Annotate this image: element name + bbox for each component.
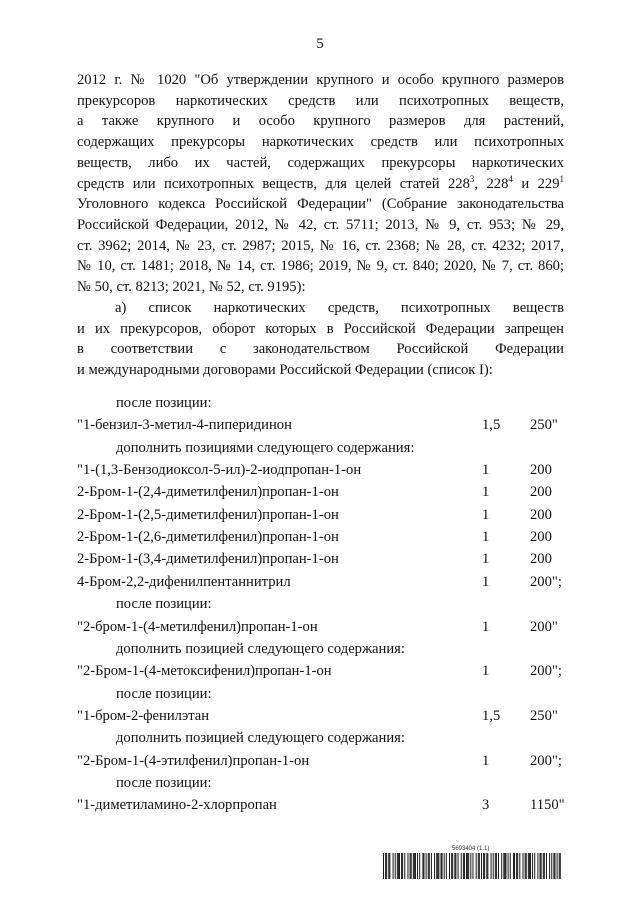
- barcode-bar: [436, 853, 437, 879]
- instruction-line: [0, 772, 640, 794]
- barcode-image: [383, 853, 563, 879]
- barcode-bar: [479, 853, 480, 879]
- barcode-bar: [389, 853, 390, 879]
- barcode-bar: [508, 853, 509, 879]
- text-line: № 10, ст. 1481; 2018, № 14, ст. 1986; 2019, № 9, ст. 840; 2020, № 7, ст. 860;: [77, 258, 564, 275]
- barcode-bar: [383, 853, 384, 879]
- barcode-bar: [478, 853, 479, 879]
- barcode-bar: [559, 853, 560, 879]
- especially-large-size-value: 1150": [530, 797, 565, 814]
- barcode-bar: [414, 853, 415, 879]
- barcode-bar: [437, 853, 438, 879]
- barcode-bar: [537, 853, 538, 879]
- barcode-bar: [534, 853, 535, 879]
- text-line-with-superscripts: средств или психотропных веществ, для целей статей $228^3$, $228^4$ и $229^1$: [77, 173, 564, 192]
- barcode-bar: [487, 853, 488, 879]
- barcode-bar: [496, 853, 497, 879]
- barcode-bar: [454, 853, 455, 879]
- instruction-line: [0, 392, 640, 414]
- barcode-bar: [501, 853, 502, 879]
- barcode-bar: [503, 853, 504, 879]
- barcode-bar: [463, 853, 464, 879]
- text-line: и их прекурсоров, оборот которых в Российской Федерации запрещен: [77, 320, 564, 337]
- substance-name: 2-Бром-1-(2,6-диметилфенил)пропан-1-он: [77, 529, 339, 546]
- instruction-text: дополнить позицией следующего содержания:: [116, 730, 405, 747]
- barcode-bar: [530, 853, 531, 879]
- intro-paragraph: [77, 70, 564, 298]
- barcode-bar: [438, 853, 439, 879]
- substance-name: 2-Бром-1-(2,5-диметилфенил)пропан-1-он: [77, 506, 339, 523]
- table-row: [0, 504, 640, 526]
- barcode-bar: [411, 853, 412, 879]
- barcode-bar: [458, 853, 459, 879]
- barcode-bar: [468, 853, 469, 879]
- barcode-bar: [525, 853, 526, 879]
- barcode-bar: [397, 853, 398, 879]
- large-size-value: 1: [482, 506, 490, 523]
- barcode-bar: [540, 853, 541, 879]
- table-row: [0, 616, 640, 638]
- large-size-value: 1: [482, 663, 490, 680]
- text-line: № 50, ст. 8213; 2021, № 52, ст. 9195):: [77, 279, 306, 296]
- substance-name: 2-Бром-1-(3,4-диметилфенил)пропан-1-он: [77, 551, 339, 568]
- substance-name: "1-бром-2-фенилэтан: [77, 707, 210, 724]
- barcode-bar: [466, 853, 467, 879]
- barcode-bar: [514, 853, 515, 879]
- barcode-bar: [404, 853, 405, 879]
- substance-name: 2-Бром-1-(2,4-диметилфенил)пропан-1-он: [77, 484, 339, 501]
- large-size-value: 1: [482, 573, 490, 590]
- barcode-bar: [529, 853, 530, 879]
- barcode-bar: [476, 853, 477, 879]
- substance-name: "2-Бром-1-(4-этилфенил)пропан-1-он: [77, 752, 310, 769]
- barcode-bar: [393, 853, 394, 879]
- barcode-bar: [498, 853, 499, 879]
- barcode-bar: [451, 853, 452, 879]
- instruction-line: [0, 727, 640, 749]
- especially-large-size-value: 250": [530, 707, 558, 724]
- especially-large-size-value: 200: [530, 462, 552, 479]
- barcode-bar: [429, 853, 430, 879]
- table-row: [0, 548, 640, 570]
- text-line: прекурсоров наркотических средств или психотропных веществ,: [77, 92, 564, 109]
- large-size-value: 3: [482, 797, 490, 814]
- barcode-bar: [401, 853, 402, 879]
- barcode-bar: [486, 853, 487, 879]
- especially-large-size-value: 200";: [530, 752, 562, 769]
- barcode-bar: [551, 853, 552, 879]
- barcode-bar: [395, 853, 396, 879]
- barcode-bar: [505, 853, 506, 879]
- list-paragraph: [77, 298, 564, 381]
- barcode-bar: [560, 853, 561, 879]
- large-size-value: 1: [482, 752, 490, 769]
- instruction-text: после позиции:: [116, 774, 212, 791]
- barcode-bar: [557, 853, 558, 879]
- text-line: а) список наркотических средств, психотропных веществ: [115, 300, 564, 316]
- table-row: [0, 526, 640, 548]
- barcode-bar: [553, 853, 554, 879]
- barcode-bar: [483, 853, 484, 879]
- large-size-value: 1: [482, 551, 490, 568]
- barcode-bar: [504, 853, 505, 879]
- large-size-value: 1: [482, 484, 490, 501]
- large-size-value: 1: [482, 618, 490, 635]
- barcode-bar: [470, 853, 471, 879]
- substance-name: "1-бензил-3-метил-4-пиперидинон: [77, 417, 292, 434]
- text-line: в соответствии с законодательством Российской Федерации: [77, 341, 564, 358]
- barcode-bar: [519, 853, 520, 879]
- barcode-bar: [398, 853, 399, 879]
- table-row: [0, 414, 640, 436]
- barcode-bar: [464, 853, 465, 879]
- instruction-text: после позиции:: [116, 685, 212, 702]
- barcode-bar: [410, 853, 411, 879]
- especially-large-size-value: 200: [530, 529, 552, 546]
- text-line: ст. 3962; 2014, № 23, ст. 2987; 2015, № 16, ст. 2368; № 28, ст. 4232; 2017,: [77, 237, 564, 254]
- substance-name: "2-бром-1-(4-метилфенил)пропан-1-он: [77, 618, 318, 635]
- barcode-bar: [455, 853, 456, 879]
- barcode-bar: [413, 853, 414, 879]
- instruction-text: после позиции:: [116, 395, 212, 411]
- barcode-bar: [431, 853, 432, 879]
- table-row: [0, 750, 640, 772]
- barcode-bar: [385, 853, 386, 879]
- table-row: [0, 660, 640, 682]
- barcode-bar: [481, 853, 482, 879]
- barcode-bar: [532, 853, 533, 879]
- table-row: [0, 571, 640, 593]
- barcode-bar: [541, 853, 542, 879]
- table-row: [0, 481, 640, 503]
- barcode-bar: [422, 853, 423, 879]
- large-size-value: 1,5: [482, 417, 501, 434]
- barcode-label: 5693404 (1.1): [452, 846, 490, 852]
- barcode-bar: [493, 853, 494, 879]
- barcode-bar: [549, 853, 550, 879]
- barcode-bar: [523, 853, 524, 879]
- text-line: и международными договорами Российской Федерации (список I):: [77, 362, 493, 379]
- especially-large-size-value: 200";: [530, 663, 562, 680]
- substance-name: "1-(1,3-Бензодиоксол-5-ил)-2-иодпропан-1-он: [77, 462, 362, 479]
- instruction-line: [0, 437, 640, 459]
- barcode-bar: [513, 853, 514, 879]
- especially-large-size-value: 200: [530, 484, 552, 501]
- barcode-bar: [442, 853, 443, 879]
- barcode-bar: [516, 853, 517, 879]
- barcode-bar: [543, 853, 544, 879]
- barcode-bar: [446, 853, 447, 879]
- barcode-bar: [444, 853, 445, 879]
- table-row: [0, 459, 640, 481]
- table-row: [0, 705, 640, 727]
- substance-name: "2-Бром-1-(4-метоксифенил)пропан-1-он: [77, 663, 332, 680]
- barcode-bar: [517, 853, 518, 879]
- instruction-line: [0, 683, 640, 705]
- especially-large-size-value: 200": [530, 618, 558, 635]
- text-line: Российской Федерации, 2012, № 42, ст. 5711; 2013, № 9, ст. 953; № 29,: [77, 216, 564, 233]
- barcode-bar: [546, 853, 547, 879]
- barcode-bar: [386, 853, 387, 879]
- instruction-text: после позиции:: [116, 596, 212, 613]
- especially-large-size-value: 250": [530, 417, 558, 434]
- barcode-bar: [415, 853, 416, 879]
- barcode-bar: [495, 853, 496, 879]
- especially-large-size-value: 200";: [530, 573, 562, 590]
- instruction-text: дополнить позицией следующего содержания:: [116, 640, 405, 657]
- barcode-bar: [441, 853, 442, 879]
- large-size-value: 1: [482, 529, 490, 546]
- text-line: а также крупного и особо крупного размеров для растений,: [77, 113, 564, 130]
- especially-large-size-value: 200: [530, 551, 552, 568]
- large-size-value: 1,5: [482, 707, 501, 724]
- substance-name: "1-диметиламино-2-хлорпропан: [77, 797, 277, 814]
- barcode-bar: [402, 853, 403, 879]
- barcode-bar: [472, 853, 473, 879]
- barcode-bar: [388, 853, 389, 879]
- barcode-bar: [407, 853, 408, 879]
- barcode-bar: [544, 853, 545, 879]
- barcode-bar: [467, 853, 468, 879]
- barcode-bar: [428, 853, 429, 879]
- barcode-bar: [528, 853, 529, 879]
- barcode-bar: [461, 853, 462, 879]
- text-line: 2012 г. № 1020 "Об утверждении крупного и особо крупного размеров: [77, 72, 564, 88]
- barcode-bar: [510, 853, 511, 879]
- barcode-bar: [417, 853, 418, 879]
- barcode-bar: [399, 853, 400, 879]
- substance-name: 4-Бром-2,2-дифенилпентаннитрил: [77, 573, 291, 590]
- table-row: [0, 794, 640, 816]
- barcode-bar: [554, 853, 555, 879]
- barcode-bar: [419, 853, 420, 879]
- especially-large-size-value: 200: [530, 506, 552, 523]
- barcode-bar: [484, 853, 485, 879]
- barcode-bar: [452, 853, 453, 879]
- barcode-bar: [426, 853, 427, 879]
- instruction-line: [0, 638, 640, 660]
- page-number: 5: [316, 36, 324, 52]
- barcode-bar: [449, 853, 450, 879]
- barcode-bar: [434, 853, 435, 879]
- text-line: Уголовного кодекса Российской Федерации" (Собрание законодательства: [77, 196, 564, 213]
- instruction-text: дополнить позициями следующего содержания:: [116, 439, 415, 456]
- barcode-bar: [423, 853, 424, 879]
- barcode-bar: [491, 853, 492, 879]
- text-line: содержащих прекурсоры наркотических средств или психотропных: [77, 134, 564, 151]
- instruction-line: [0, 593, 640, 615]
- text-line: веществ, либо их частей, содержащих прекурсоры наркотических: [77, 154, 564, 171]
- large-size-value: 1: [482, 462, 490, 479]
- barcode-bar: [526, 853, 527, 879]
